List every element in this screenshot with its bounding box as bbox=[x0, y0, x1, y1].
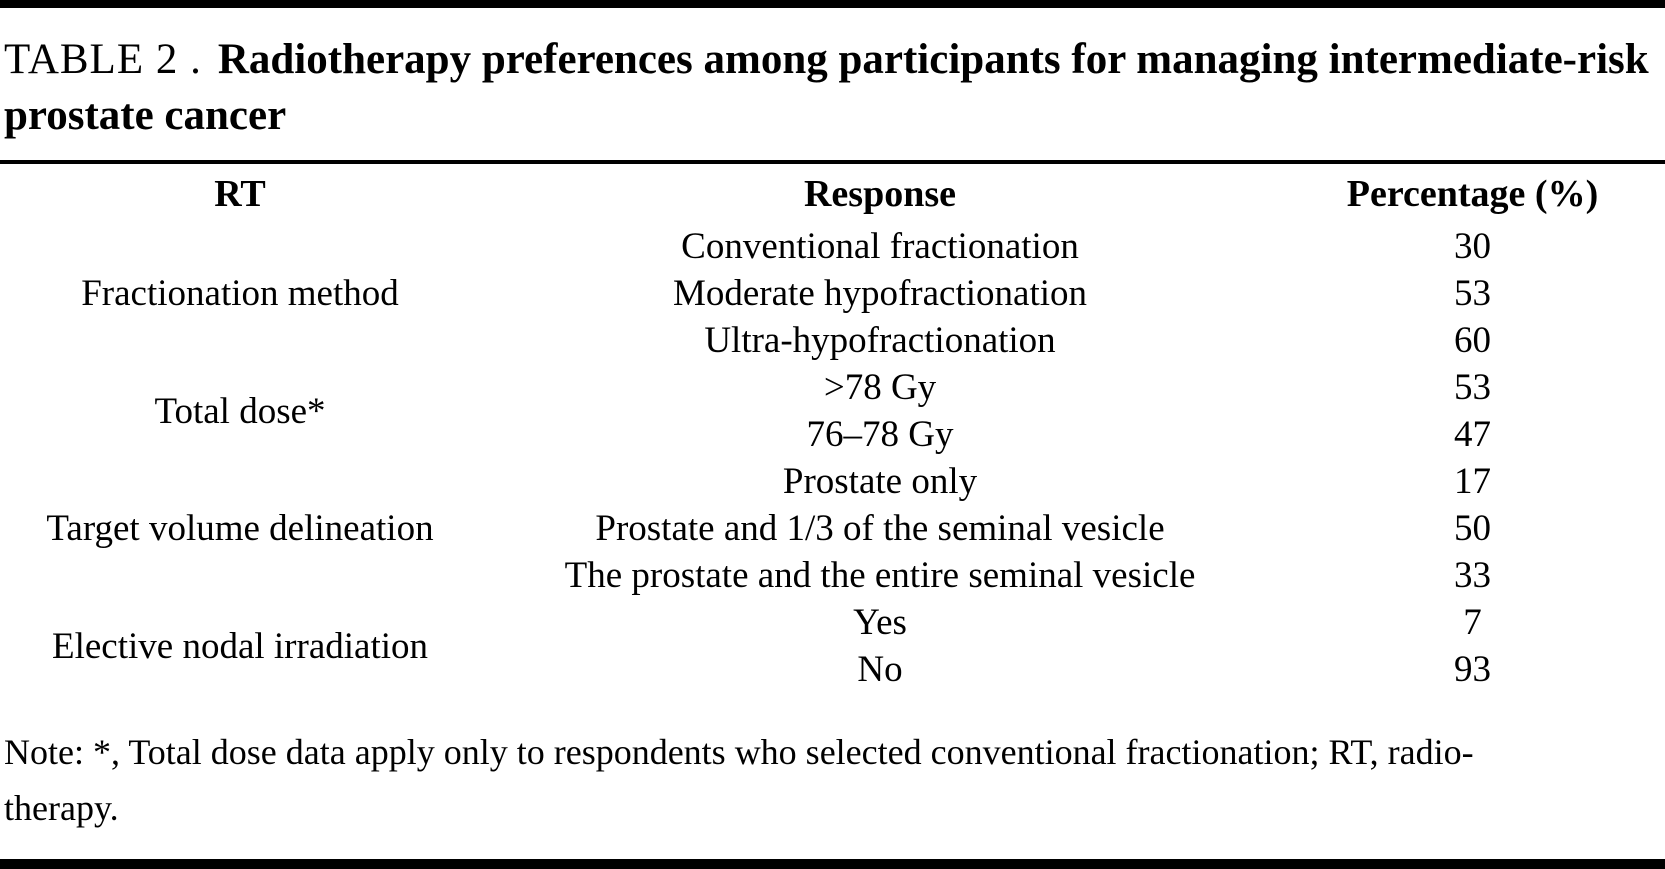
table-row bbox=[0, 365, 1665, 412]
category-fractionation-method: Fractionation method bbox=[81, 273, 399, 315]
response-cell: 76–78 Gy bbox=[806, 414, 954, 456]
header-percentage: Percentage (%) bbox=[1346, 173, 1599, 215]
percentage-cell: 17 bbox=[1454, 461, 1491, 503]
percentage-cell: 7 bbox=[1463, 602, 1482, 644]
response-cell: The prostate and the entire seminal vesicle bbox=[564, 555, 1196, 597]
percentage-cell: 47 bbox=[1454, 414, 1491, 456]
response-cell: No bbox=[857, 649, 903, 691]
table-number: TABLE 2 . bbox=[4, 36, 202, 83]
table-row bbox=[0, 600, 1665, 647]
percentage-cell: 60 bbox=[1454, 320, 1491, 362]
table-title: Radiotherapy preferences among participants for managing intermediate-risk prostate cancer bbox=[4, 36, 1649, 139]
footnote-line-1: Note: *, Total dose data apply only to respondents who selected conventional fractionation; RT, radio- bbox=[4, 732, 1474, 772]
table-caption bbox=[4, 32, 1655, 144]
percentage-cell: 93 bbox=[1454, 649, 1491, 691]
response-cell: Prostate and 1/3 of the seminal vesicle bbox=[595, 508, 1165, 550]
response-cell: Yes bbox=[853, 602, 907, 644]
response-cell: Moderate hypofractionation bbox=[672, 273, 1088, 315]
percentage-cell: 30 bbox=[1454, 226, 1491, 268]
category-elective-nodal-irradiation: Elective nodal irradiation bbox=[51, 625, 429, 667]
response-cell: Ultra-hypofractionation bbox=[704, 320, 1056, 362]
footnote-line-2: therapy. bbox=[4, 788, 119, 828]
percentage-cell: 53 bbox=[1454, 367, 1491, 409]
bottom-rule bbox=[0, 859, 1665, 869]
header-response: Response bbox=[803, 173, 957, 215]
response-cell: Conventional fractionation bbox=[681, 226, 1079, 268]
percentage-cell: 33 bbox=[1454, 555, 1491, 597]
category-target-volume-delineation: Target volume delineation bbox=[46, 508, 434, 550]
footnote bbox=[4, 724, 1655, 836]
top-rule bbox=[0, 0, 1665, 8]
category-total-dose: Total dose* bbox=[154, 390, 326, 432]
table-row bbox=[0, 459, 1665, 506]
percentage-cell: 50 bbox=[1454, 508, 1491, 550]
response-cell: Prostate only bbox=[782, 461, 978, 503]
table-header-row bbox=[0, 162, 1665, 224]
table-row bbox=[0, 224, 1665, 271]
response-cell: >78 Gy bbox=[823, 367, 937, 409]
header-rt: RT bbox=[214, 173, 266, 215]
preferences-table bbox=[0, 160, 1665, 694]
percentage-cell: 53 bbox=[1454, 273, 1491, 315]
